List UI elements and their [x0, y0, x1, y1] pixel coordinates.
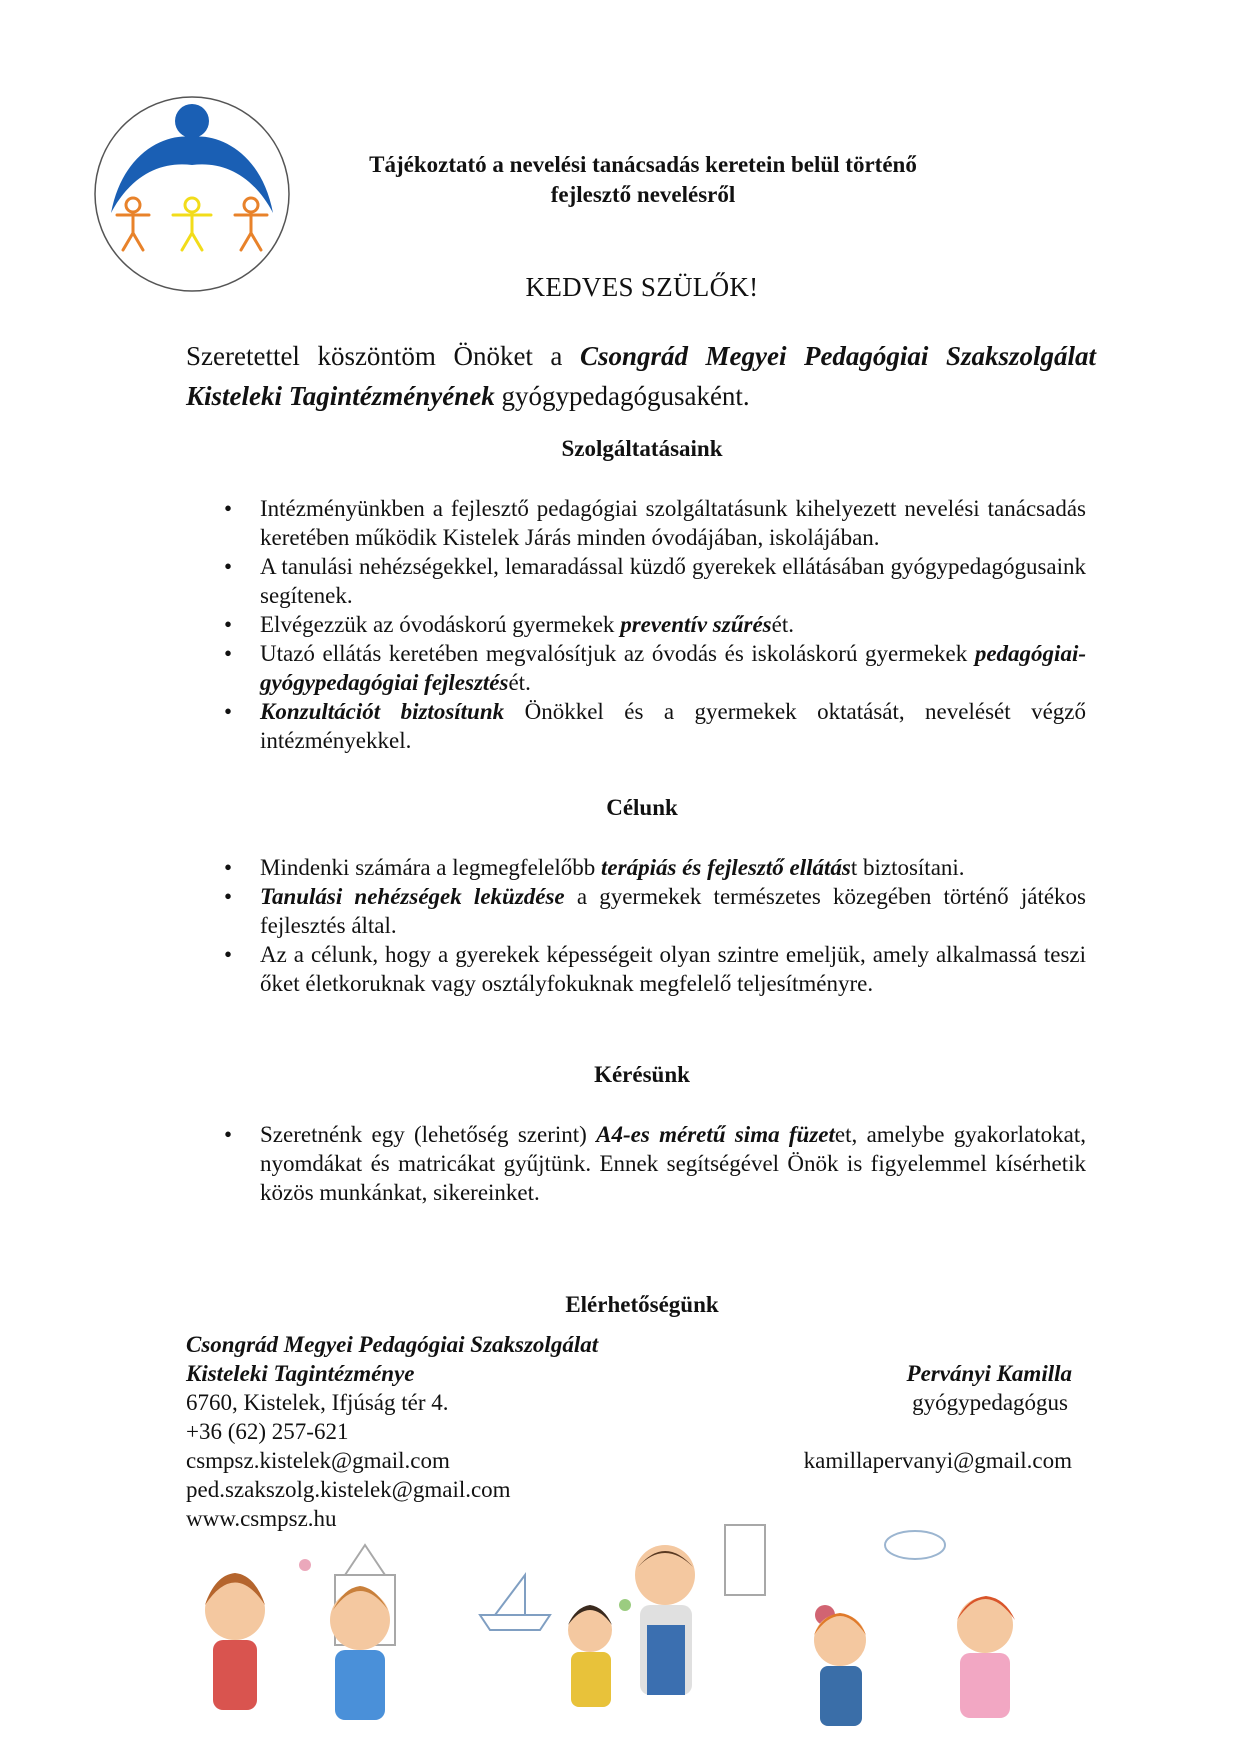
title-line-2: fejlesztő nevelésről	[550, 182, 736, 207]
list-item: • A tanulási nehézségekkel, lemaradással küzdő gyerekek ellátásában gyógypedagógusaink segítenek.	[260, 552, 1086, 610]
goals-heading: Célunk	[606, 795, 678, 820]
list-item: • Szeretnénk egy (lehetőség szerint) A4-es méretű sima füzetet, amelybe gyakorlatokat, nyomdákat és matricákat gyűjtünk. Ennek segítségével Önök is figyelemmel kísérhetik közös munkánkat, sikereinket.	[260, 1120, 1086, 1207]
list-item: • Konzultációt biztosítunk Önökkel és a gyermekek oktatását, nevelését végző intézményekkel.	[260, 697, 1086, 755]
child-figure-3	[568, 1605, 612, 1707]
services-list	[260, 494, 1086, 755]
person-name: Perványi Kamilla	[906, 1361, 1072, 1386]
list-item: • Az a célunk, hogy a gyerekek képességeit olyan szintre emeljük, amely alkalmassá teszi őket életkoruknak vagy osztályfokuknak megfelelő teljesítményre.	[260, 940, 1086, 998]
person-role: gyógypedagógus	[912, 1390, 1068, 1415]
website-link[interactable]: www.csmpsz.hu	[186, 1506, 337, 1531]
list-item: • Tanulási nehézségek leküzdése a gyermekek természetes közegében történő játékos fejlesztés által.	[260, 882, 1086, 940]
list-item: • Utazó ellátás keretében megvalósítjuk az óvodás és iskoláskorú gyermekek pedagógiai-gyógypedagógiai fejlesztését.	[260, 639, 1086, 697]
services-heading: Szolgáltatásaink	[561, 436, 723, 461]
greeting-heading: KEDVES SZÜLŐK!	[525, 272, 759, 302]
organization-logo	[93, 95, 291, 293]
person-email-link[interactable]: kamillapervanyi@gmail.com	[803, 1448, 1072, 1473]
list-item: • Elvégezzük az óvodáskorú gyermekek preventív szűrését.	[260, 610, 1086, 639]
list-item: • Intézményünkben a fejlesztő pedagógiai szolgáltatásunk kihelyezett nevelési tanácsadás keretében működik Kistelek Járás minden óvodájában, iskolájában.	[260, 494, 1086, 552]
child-figure-6	[957, 1596, 1015, 1718]
children-illustration	[195, 1505, 1095, 1735]
request-heading: Kérésünk	[594, 1062, 690, 1087]
org-name-line-1: Csongrád Megyei Pedagógiai Szakszolgálat	[186, 1332, 599, 1357]
phone-number: +36 (62) 257-621	[186, 1419, 349, 1444]
request-list	[260, 1120, 1086, 1207]
goals-list	[260, 853, 1086, 998]
intro-text-1: Szeretettel köszöntöm Önöket a	[186, 341, 580, 371]
title-line-1: Tájékoztató a nevelési tanácsadás keretein belül történő	[369, 152, 917, 177]
document-title	[300, 150, 986, 210]
email-link[interactable]: ped.szakszolg.kistelek@gmail.com	[186, 1477, 511, 1502]
list-item: • Mindenki számára a legmegfelelőbb terápiás és fejlesztő ellátást biztosítani.	[260, 853, 1086, 882]
child-figure-2	[330, 1586, 390, 1720]
child-figure-4	[635, 1545, 695, 1695]
contact-heading: Elérhetőségünk	[565, 1292, 719, 1317]
intro-org-name: Csongrád Megyei Pedagógiai Szakszolgálat Kisteleki Tagintézményének	[186, 341, 1096, 411]
child-figure-5	[814, 1613, 866, 1726]
child-figure-1	[205, 1573, 265, 1710]
contact-block	[186, 1330, 706, 1533]
intro-paragraph	[186, 336, 1096, 416]
email-link[interactable]: csmpsz.kistelek@gmail.com	[186, 1448, 450, 1473]
org-name-line-2: Kisteleki Tagintézménye	[186, 1361, 415, 1386]
intro-text-2: gyógypedagógusaként.	[494, 381, 750, 411]
signature-block	[672, 1359, 1072, 1475]
address: 6760, Kistelek, Ifjúság tér 4.	[186, 1390, 449, 1415]
